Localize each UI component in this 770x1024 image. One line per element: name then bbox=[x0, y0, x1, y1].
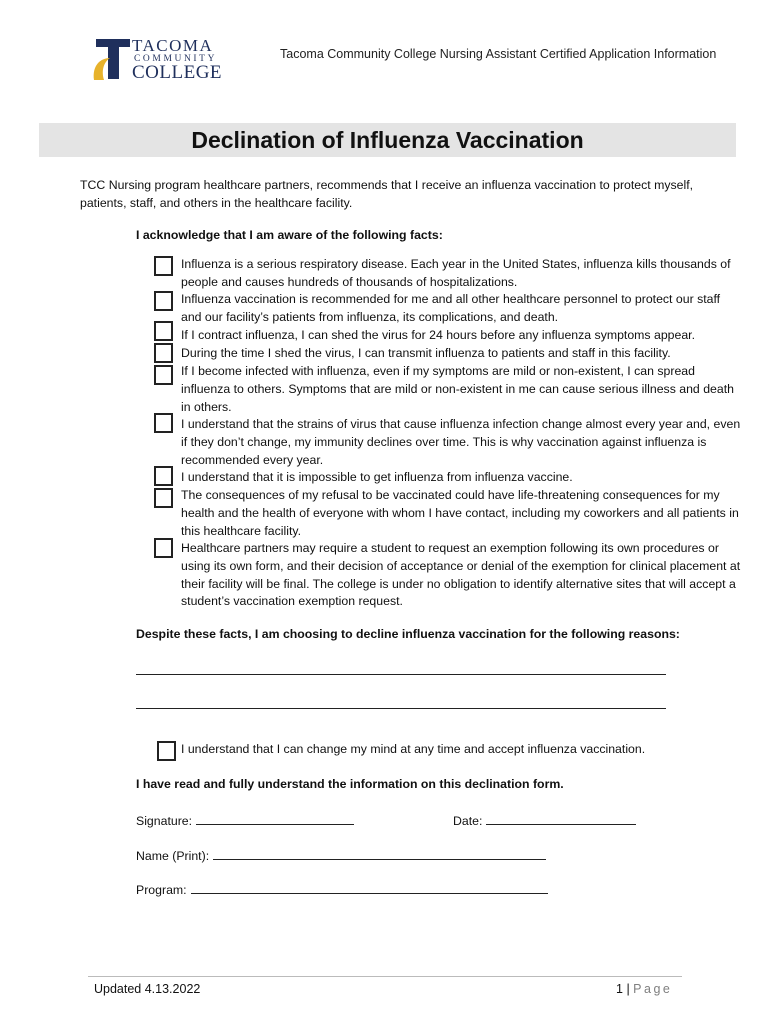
reason-line-2[interactable] bbox=[136, 708, 666, 709]
fact-checkbox-3[interactable] bbox=[154, 321, 173, 341]
program-field bbox=[136, 881, 548, 897]
fact-text: If I contract influenza, I can shed the virus for 24 hours before any influenza symptoms appear. bbox=[181, 328, 696, 342]
change-mind-text: I understand that I can change my mind at any time and accept influenza vaccination. bbox=[181, 742, 646, 756]
fact-text: Influenza vaccination is recommended for me and all other healthcare personnel to protect our staff and our facility’s patients from influenza, its complications, and death. bbox=[181, 292, 721, 324]
updated-date: Updated 4.13.2022 bbox=[94, 982, 201, 996]
date-line[interactable] bbox=[486, 812, 636, 825]
date-field bbox=[453, 812, 636, 828]
college-logo bbox=[90, 36, 240, 84]
fact-checkbox-7[interactable] bbox=[154, 466, 173, 486]
fact-text: I understand that it is impossible to get influenza from influenza vaccine. bbox=[181, 470, 573, 484]
logo-t-emblem-icon bbox=[90, 36, 134, 82]
name-field bbox=[136, 847, 546, 863]
program-label: Program: bbox=[136, 883, 187, 897]
intro-paragraph: TCC Nursing program healthcare partners, recommends that I receive an influenza vaccination to protect myself, patients, staff, and others in the healthcare facility. bbox=[80, 178, 694, 210]
fact-checkbox-5[interactable] bbox=[154, 365, 173, 385]
change-mind-checkbox[interactable] bbox=[157, 741, 176, 761]
fact-checkbox-1[interactable] bbox=[154, 256, 173, 276]
name-line[interactable] bbox=[213, 847, 546, 860]
fact-text: I understand that the strains of virus that cause influenza infection change almost every year and, even if they don’t change, my immunity declines over time. This is why vaccination against influenza is recommended every year. bbox=[181, 417, 741, 467]
fact-checkbox-6[interactable] bbox=[154, 413, 173, 433]
title-bar bbox=[39, 123, 736, 157]
logo-line-3: COLLEGE bbox=[132, 62, 223, 83]
fact-text: Healthcare partners may require a student to request an exemption following its own procedures or using its own form, and their decision of acceptance or denial of the exemption for clinical placement at their facility will be final. The college is under no obligation to identify alternative sites that will accept a student’s vaccination exemption request. bbox=[181, 541, 741, 609]
fact-checkbox-4[interactable] bbox=[154, 343, 173, 363]
page-word: Page bbox=[633, 982, 673, 996]
page-title: Declination of Influenza Vaccination bbox=[191, 127, 584, 153]
decline-reasons-heading: Despite these facts, I am choosing to decline influenza vaccination for the following reasons: bbox=[136, 627, 680, 641]
fact-checkbox-8[interactable] bbox=[154, 488, 173, 508]
read-statement: I have read and fully understand the information on this declination form. bbox=[136, 777, 564, 791]
footer-divider bbox=[88, 976, 682, 977]
logo-line-1: TACOMA bbox=[132, 36, 214, 55]
page-separator: | bbox=[626, 982, 630, 996]
fact-checkbox-2[interactable] bbox=[154, 291, 173, 311]
fact-text: During the time I shed the virus, I can transmit influenza to patients and staff in this facility. bbox=[181, 346, 671, 360]
fact-checkbox-9[interactable] bbox=[154, 538, 173, 558]
program-line[interactable] bbox=[191, 881, 548, 894]
fact-text: Influenza is a serious respiratory disease. Each year in the United States, influenza kills thousands of people and causes hundreds of thousands of hospitalizations. bbox=[181, 257, 731, 289]
signature-field bbox=[136, 812, 354, 828]
signature-label: Signature: bbox=[136, 814, 193, 828]
acknowledge-heading: I acknowledge that I am aware of the following facts: bbox=[136, 228, 443, 242]
reason-line-1[interactable] bbox=[136, 674, 666, 675]
page-number bbox=[616, 982, 672, 996]
running-header: Tacoma Community College Nursing Assistant Certified Application Information bbox=[280, 47, 717, 61]
name-label: Name (Print): bbox=[136, 849, 210, 863]
fact-text: If I become infected with influenza, even if my symptoms are mild or non-existent, I can spread influenza to others. Symptoms that are mild or non-existent in me can cause serious illness and death in others. bbox=[181, 364, 734, 414]
date-label: Date: bbox=[453, 814, 483, 828]
signature-line[interactable] bbox=[196, 812, 354, 825]
page-number-value: 1 bbox=[616, 982, 623, 996]
fact-text: The consequences of my refusal to be vaccinated could have life-threatening consequences for my health and the health of everyone with whom I have contact, including my coworkers and all patients in this healthcare facility. bbox=[181, 488, 739, 538]
logo-line-2: COMMUNITY bbox=[134, 54, 218, 64]
